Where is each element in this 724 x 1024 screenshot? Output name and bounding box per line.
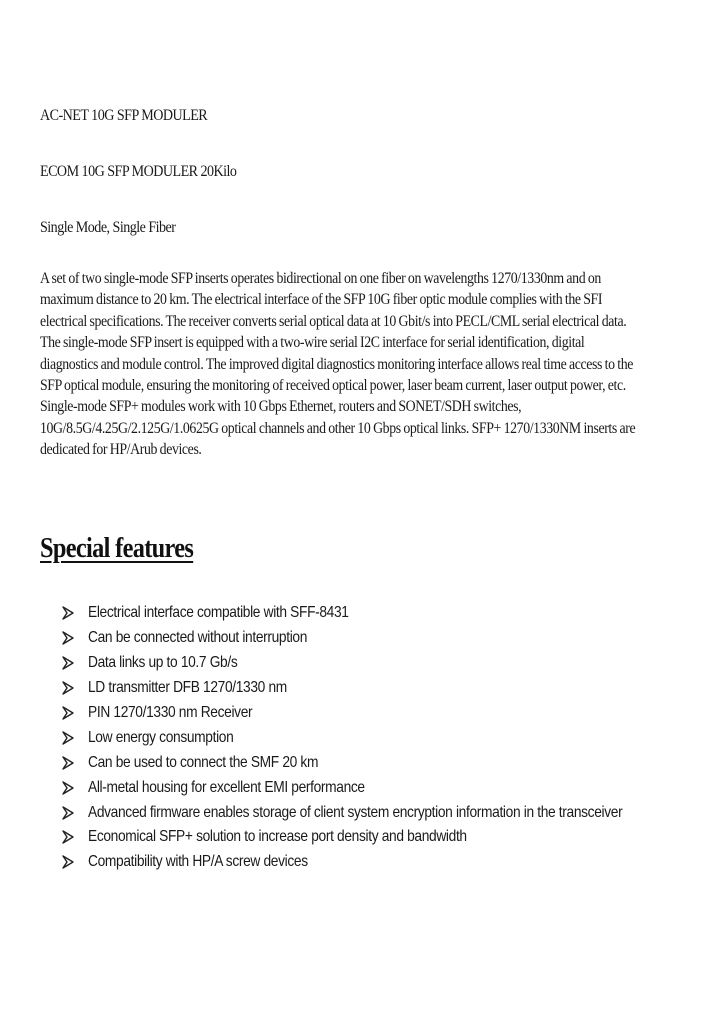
description-line: diagnostics and module control. The improved digital diagnostics monitoring interface allows real time access to the bbox=[40, 355, 634, 373]
feature-item bbox=[62, 725, 709, 750]
feature-text: Compatibility with HP/A screw devices bbox=[88, 853, 308, 871]
feature-text: Can be used to connect the SMF 20 km bbox=[88, 753, 319, 771]
arrow-bullet-icon bbox=[62, 706, 74, 720]
arrow-bullet-icon bbox=[62, 731, 74, 745]
feature-item bbox=[62, 800, 709, 825]
feature-item bbox=[62, 750, 709, 775]
feature-item bbox=[62, 626, 709, 651]
feature-item bbox=[62, 701, 709, 726]
feature-text: Electrical interface compatible with SFF-8431 bbox=[88, 604, 349, 622]
arrow-bullet-icon bbox=[62, 606, 74, 620]
feature-item bbox=[62, 601, 709, 626]
arrow-bullet-icon bbox=[62, 830, 74, 844]
description-line: maximum distance to 20 km. The electrical interface of the SFP 10G fiber optic module complies with the SFI bbox=[40, 291, 603, 309]
feature-text: Low energy consumption bbox=[88, 728, 234, 746]
feature-item bbox=[62, 676, 709, 701]
description-line: electrical specifications. The receiver converts serial optical data at 10 Gbit/s into PECL/CML serial electrical data. bbox=[40, 312, 627, 330]
arrow-bullet-icon bbox=[62, 855, 74, 869]
features-list bbox=[62, 601, 709, 875]
feature-text: All-metal housing for excellent EMI performance bbox=[88, 778, 365, 796]
product-description bbox=[40, 268, 670, 461]
product-subtitle: ECOM 10G SFP MODULER 20Kilo bbox=[40, 163, 237, 180]
description-line: SFP optical module, ensuring the monitoring of received optical power, laser beam current, laser output power, etc. bbox=[40, 377, 626, 395]
special-features-heading: Special features bbox=[40, 532, 194, 564]
product-title: AC-NET 10G SFP MODULER bbox=[40, 107, 208, 124]
arrow-bullet-icon bbox=[62, 781, 74, 795]
arrow-bullet-icon bbox=[62, 756, 74, 770]
description-line: 10G/8.5G/4.25G/2.125G/1.0625G optical channels and other 10 Gbps optical links. SFP+ 1270/1330NM inserts are bbox=[40, 419, 636, 437]
description-line: Single-mode SFP+ modules work with 10 Gbps Ethernet, routers and SONET/SDH switches, bbox=[40, 398, 522, 416]
feature-text: Economical SFP+ solution to increase port density and bandwidth bbox=[88, 828, 467, 846]
description-line: dedicated for HP/Arub devices. bbox=[40, 441, 202, 459]
feature-item bbox=[62, 775, 709, 800]
feature-text: Data links up to 10.7 Gb/s bbox=[88, 654, 238, 672]
fiber-mode-label: Single Mode, Single Fiber bbox=[40, 219, 176, 236]
arrow-bullet-icon bbox=[62, 806, 74, 820]
description-line: A set of two single-mode SFP inserts operates bidirectional on one fiber on wavelengths 1270/1330nm and on bbox=[40, 270, 601, 287]
description-line: The single-mode SFP insert is equipped with a two-wire serial I2C interface for serial identification, digital bbox=[40, 334, 585, 352]
feature-item bbox=[62, 850, 709, 875]
feature-text: LD transmitter DFB 1270/1330 nm bbox=[88, 679, 287, 697]
feature-text: PIN 1270/1330 nm Receiver bbox=[88, 704, 253, 721]
feature-item bbox=[62, 651, 709, 676]
feature-text: Can be connected without interruption bbox=[88, 629, 308, 647]
arrow-bullet-icon bbox=[62, 681, 74, 695]
arrow-bullet-icon bbox=[62, 656, 74, 670]
arrow-bullet-icon bbox=[62, 631, 74, 645]
feature-text: Advanced firmware enables storage of client system encryption information in the transceiver bbox=[88, 803, 623, 821]
feature-item bbox=[62, 825, 709, 850]
